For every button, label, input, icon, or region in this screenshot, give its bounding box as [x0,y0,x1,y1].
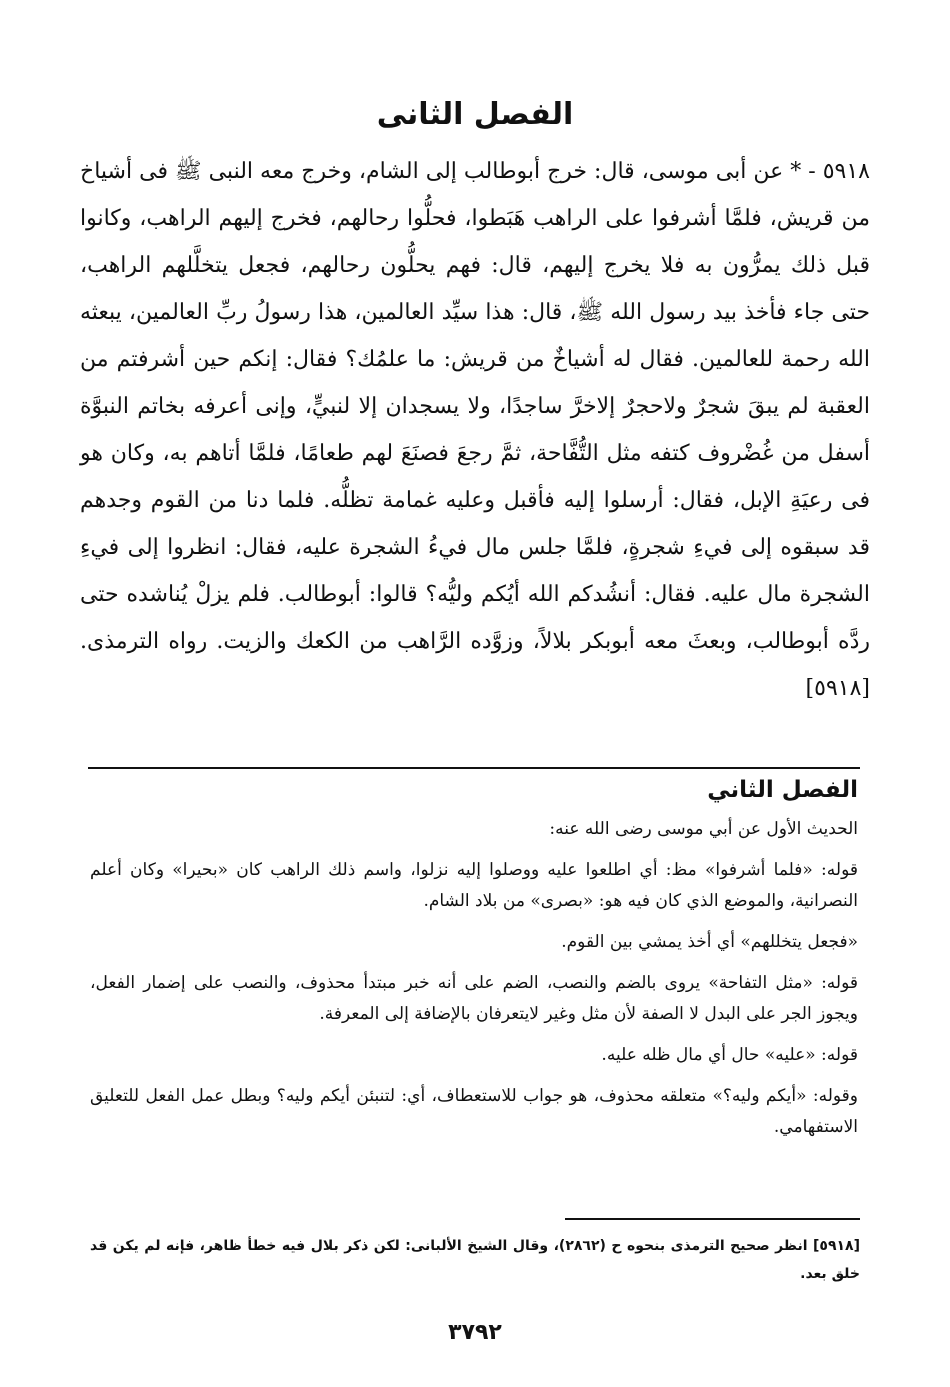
commentary-paragraph: قوله: «مثل التفاحة» يروى بالضم والنصب، الضم على أنه خبر مبتدأ محذوف، والنصب على إضمار الفعل، ويجوز الجر على البدل لا الصفة لأن مثل وغير لايتعرفان بالإضافة إلى المعرفة. [90,973,858,1024]
footnote: [٥٩١٨] انظر صحيح الترمذى بنحوه ح (٢٨٦٢)، وقال الشيخ الألبانى: لكن ذكر بلال فيه خطأ ظاهر، فإنه لم يكن قد خلق بعد. [90,1238,860,1282]
section-divider [88,767,860,769]
commentary-paragraph: الحديث الأول عن أبي موسى رضى الله عنه: [549,819,858,839]
page-number: ٣٧٩٢ [448,1320,502,1345]
commentary-title: الفصل الثاني [707,777,858,803]
commentary-paragraph: قوله: «عليه» حال أي مال ظله عليه. [601,1045,858,1065]
hadith-text: ٥٩١٨ - * عن أبى موسى، قال: خرج أبوطالب إلى الشام، وخرج معه النبى ﷺ فى أشياخ من قريش، فلمَّا أشرفوا على الراهب هَبَطوا، فحلُّوا رحالهم، فخرج إليهم الراهب، وكانوا قبل ذلك يمرُّون به فلا يخرج إليهم، قال: فهم يحلُّون رحالهم، فجعل يتخلَّلهم الراهب، حتى جاء فأخذ بيد رسول الله ﷺ، قال: هذا سيِّد العالمين، هذا رسولُ ربِّ العالمين، يبعثه الله رحمة للعالمين. فقال له أشياخٌ من قريش: ما علمُك؟ فقال: إنكم حين أشرفتم من العقبة لم يبقَ شجرٌ ولاحجرٌ إلاخرَّ ساجدًا، ولا يسجدان إلا لنبيٍّ، وإنى أعرفه بخاتم النبوَّة أسفل من غُضْروف كتفه مثل التُّفَّاحة، ثمَّ رجعَ فصنَعَ لهم طعامًا، فلمَّا أتاهم به، وكان هو فى رعيَةِ الإبل، فقال: أرسلوا إليه فأقبل وعليه غمامة تظلُّه. فلما دنا من القوم وجدهم قد سبقوه إلى فيءِ شجرةٍ، فلمَّا جلس مال فيءُ الشجرة عليه، فقال: انظروا إلى فيءِ الشجرة مال عليه. فقال: أنشُدكم الله أيُكم وليُّه؟ قالوا: أبوطالب. فلم يزلْ يُناشده حتى ردَّه أبوطالب، وبعثَ معه أبوبكر بلالاً، وزوَّده الرَّاهب من الكعك والزيت. رواه الترمذى. [٥٩١٨] [80,159,870,701]
commentary-paragraph: وقوله: «أيكم وليه؟» متعلقه محذوف، هو جواب للاستعطاف، أي: لتنبئن أيكم وليه؟ وبطل عمل الفعل للتعليق الاستفهامي. [90,1086,858,1137]
footnote-divider [565,1218,860,1220]
chapter-title: الفصل الثانى [376,97,574,132]
commentary-paragraph: «فجعل يتخللهم» أي أخذ يمشي بين القوم. [561,932,858,952]
main-text-block [80,70,870,712]
commentary-paragraph: قوله: «فلما أشرفوا» مظ: أي اطلعوا عليه ووصلوا إليه نزلوا، واسم ذلك الراهب كان «بحيرا» وكان أعلم النصرانية، والموضع الذي كان فيه هو: «بصرى» من بلاد الشام. [90,860,858,911]
commentary-section [90,770,858,1153]
